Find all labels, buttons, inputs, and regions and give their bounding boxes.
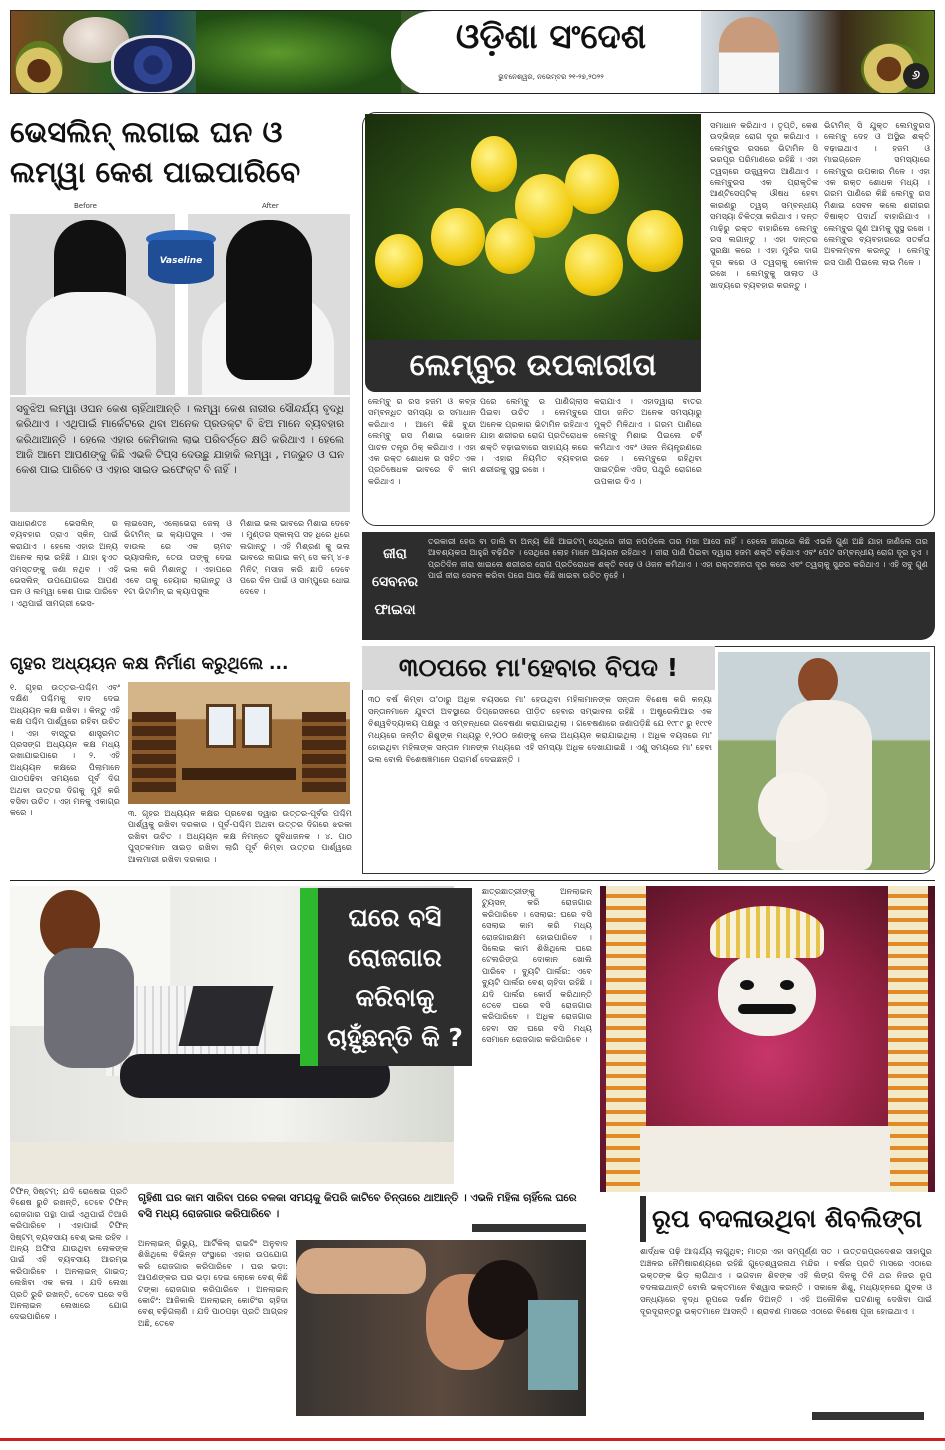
masthead-dateline: ଭୁବନେଶ୍ୱର, ନଭେମ୍ବର ୨୧-୨୭,୨୦୨୨ [498, 73, 604, 81]
vaseline-headline: ଭେସଲିନ୍ ଲଗାଇ ଘନ ଓ ଲମ୍ୱା କେଶ ପାଇପାରିବେ [10, 115, 301, 189]
masthead-photo-left [11, 11, 401, 94]
library-headline: ଗୃହର ଅଧ୍ୟୟନ କକ୍ଷ ନିର୍ମାଣ କରୁଥିଲେ ... [10, 654, 289, 674]
section-divider [10, 880, 935, 881]
vaseline-lead-box [10, 397, 350, 512]
library-col-2: ୩. ଗୃହର ଅଧ୍ୟୟନ କକ୍ଷର ପ୍ରବେଶ ଦ୍ୱାର ଉତ୍ତର-ପୂର୍ବର ପଶ୍ଚିମ ପାର୍ଶ୍ୱକୁ ରଖିବା ଦରକାର । ପୂର୍ବ-ପଶ୍ଚିମ ଅଥବା ଉତ୍ତର ଦିଗରେ ଝରକା ରଖିବା ଉଚିତ । ଅଧ୍ୟୟନ କକ୍ଷ ନିମନ୍ତେ ସୁବିଧାଜନକ । ୪. ପାଠ ପୁସ୍ତକମାନ ସାଇଡ଼ ରଖିବା ଲାଗି ପୂର୍ବ କିମ୍ବା ଉତ୍ତର ପାର୍ଶ୍ୱରେ ଆଲମାରୀ ରଖିବା ଦରକାର । [128, 808, 352, 864]
masthead [10, 10, 935, 94]
shivling-headline-box [640, 1196, 935, 1242]
lemon-fruit-icon-5 [485, 218, 535, 274]
before-shirt-icon [26, 292, 156, 395]
beautician-arm-icon [296, 1248, 426, 1294]
vaseline-col-1: ସାଧାରଣତଃ ଭେସଲିନ୍ ର ବ୍ୟବହାର ଡ୍ରାଏ ସ୍କିନ୍ ପାଇଁ କରାଯାଏ । ହେଲେ ଏହାର ଅନ୍ୟ ଅନେକ ଲାଭ ରହିଛି । ଯାହା ହୁଏତ ସମସ୍ତଙ୍କୁ ଜଣା ନଥିବ । ଏହି ଭେସଲିନ୍ ଉପଯୋଗରେ ଆପଣ ଘନ ଓ ଲମ୍ୱା କେଶ ପାଇ ପାରିବେ । ଏଥିପାଇଁ ସାମଗ୍ରୀ ଭେସ- [10, 518, 118, 608]
lemon-headline: ଲେମ୍ବୁର ଉପକାରୀତା [409, 348, 657, 383]
deity-eye-right [780, 980, 794, 990]
lemon-headline-bar [365, 340, 701, 392]
lemon-fruit-icon-4 [431, 208, 485, 266]
window-icon [206, 704, 236, 748]
after-hair-icon [226, 220, 312, 380]
masthead-title-panel [391, 11, 701, 94]
lemon-fruit-icon [471, 136, 517, 192]
work-subhead-rule [472, 1224, 586, 1232]
lemon-fruit-icon-6 [565, 234, 623, 296]
bookshelf-left-icon [132, 712, 176, 792]
deity-crown-icon [710, 906, 824, 958]
lemon-fruit-icon-7 [627, 210, 683, 272]
jeera-box [362, 532, 935, 640]
avocado-icon [15, 41, 63, 94]
work-col-right: ଛାତ୍ରଛାତ୍ରୀଙ୍କୁ ଅନଲାଇନ୍ ଟ୍ୟୁସନ୍ କରି ରୋଜଗାର କରିପାରିବେ । ସେଲାଇ: ଘରେ ବସି ସେଲାଇ କାମ କରି ମଧ୍ୟ ରୋଜଗାରକ୍ଷମ ହୋଇପାରିବେ । ସିଲେଇ କାମ ଶିଖିଥିଲେ ଘରେ ଟେଲରିଙ୍ଗ ଦୋକାନ ଖୋଲି ପାରିବେ । ବ୍ୟୁଟି ପାର୍ଲର: ଏବେ ବ୍ୟୁଟି ପାର୍ଲର ବେଶ୍ ଚାହିଦା ରହିଛି । ଯଦି ପାର୍ଲର କୋର୍ସ କରିଥାନ୍ତି ତେବେ ଘରେ ବସି ରୋଜଗାର କରିପାରିବେ । ଅଧିକ ରୋଜଗାର ହେବା ସହ ଘରେ ବସି ମଧ୍ୟ ସେମାନେ ରୋଜଗାର କରିପାରିବେ । [482, 886, 592, 1045]
masthead-title: ଓଡ଼ିଶା ସଂଦେଶ [455, 17, 647, 57]
work-col-mid: ଅନଲାଇନ୍ ରିଭ୍ୟୁ, ଆର୍ଟିକିଲ୍ ରାଇଟିଂ ଅନୁବାଦ ଶିଖିଥିଲେ ବିଭିନ୍ନ ସଂସ୍ଥାରେ ଏହାର ଉପଯୋଗ କରି ରୋଜଗାର କରିପାରିବେ । ଘର ଭଡ଼ା: ଆପଣଙ୍କର ଘର ଭଡ଼ା ଦେଇ ଲୋକେ ବେଶ୍ କିଛି ଟଙ୍କା ରୋଜଗାର କରିପାରିବେ । ଅନଲାଇନ୍ କୋଚିଂ: ଆଜିକାଲି ଅନଲାଇନ୍ କୋଚିଂର ଚାହିଦା ବେଶ୍ ବଢ଼ିଗଲାଣି । ଯଦି ପାଠପଢ଼ା ପ୍ରତି ଆଗ୍ରହ ଅଛି, ତେବେ [138, 1238, 288, 1328]
window-icon-2 [242, 704, 272, 748]
jar-label: Vaseline [159, 256, 203, 266]
work-headline-green-bar [300, 888, 320, 1066]
deity-face-icon [718, 952, 816, 1036]
lemon-fruit-icon-8 [375, 234, 423, 288]
lemon-col-3: କରାଯାଏ । ଏହାଦ୍ୱାରା ବାତର ପୀଡା ଜନିତ ଅନେକ ସମସ୍ୟାରୁ ମୁକ୍ତି ମିଳିଥାଏ । ଗରମ ପାଣିରେ ଲେମ୍ବୁ ମିଶାଇ ପିଇଲେ ଚର୍ବି କମିଥାଏ ଏବଂ ଓଜନ ନିୟନ୍ତ୍ରଣରେ ରହେ । ଲେମ୍ବୁରେ ରହିଥିବା ସାଇଟ୍ରିକ ଏସିଡ୍ ପଥୁରି ରୋଗରେ ଉପକାର ଦିଏ । [594, 396, 702, 486]
work-headline-box [318, 888, 472, 1066]
pregnancy-headline: ୩୦ପରେ ମା'ହେବାର ବିପଦ ! [398, 653, 679, 682]
vaseline-lead: ସବୁଝିଅ ଲମ୍ୱା ଓଘନ କେଶ ଚାହିଁଥାଆନ୍ତି । ଲମ୍ୱା କେଶ ନାରୀର ସୌନ୍ଦର୍ଯ୍ୟ ବୃଦ୍ଧି କରିଥାଏ । ଏଥିପାଇଁ ମାର୍କେଟରେ ଥିବା ଅନେକ ପ୍ରଡକ୍ଟ ବି ଝିଅ ମାନେ ବ୍ୟବହାର କରିଥାଆନ୍ତି । ହେଲେ ଏହାର କେମିକାଲ ଲାଭ ପରିବର୍ତ୍ତେ କ୍ଷତି କରିଥାଏ । ହେଲେ ଆଜି ଆମେ ଆପଣଙ୍କୁ କିଛି ଏଭଳି ଟିପ୍ସ ଦେଉଛୁ ଯାହାକି ଲମ୍ୱା , ମଜଭୁତ ଓ ଘନ କେଶ ପାଇ ପାରିବେ ଓ ଏହାର ସାଇଡ ଇଫେକ୍ଟ ବି ନାହିଁ । [16, 403, 344, 477]
blueberries-icon [111, 35, 195, 94]
woman-head-icon [798, 658, 838, 704]
work-col-left: ଟିଫିନ୍ ସିଷ୍ଟମ୍: ଯଦି ରୋଷେଇ ପ୍ରତି ବିଶେଷ ରୁଚି ରଖନ୍ତି, ତେବେ ଟିଫିନ୍ ରୋଜଗାର ପନ୍ଥା ପାଇଁ ଏଥିପାଇଁ ତିଆରି କରିପାରିବେ । ଏହାପାଇଁ ଟିଫିନ୍ ସିଷ୍ଟମ୍ ବ୍ୟବସାୟ ବେଶ୍ ଭଲ ରହିବ । ଅନ୍ୟ ଅଫିସ ଯାଉଥିବା ଲୋକଙ୍କ ପାଇଁ ଏହି ବ୍ୟବସାୟ ଆରମ୍ଭ କରିପାରିବେ । ଅନଲାଇନ୍ ଗାଇଡ୍: ଲେଖିବା ଏକ କଳା । ଯଦି ଲେଖା ପ୍ରତି ରୁଚି ରଖନ୍ତି, ତେବେ ଘରେ ବସି ଅନଲାଇନ ଲେଖାରେ ଯୋଗ ଦେଇପାରିବେ । [10, 1186, 128, 1322]
reading-table-icon [182, 768, 296, 780]
vaseline-col-3: ମିଶାଇ ଭଲ ଭାବରେ ମିଶାଇ ଦେବେ । ମୁଣ୍ଡର ସ୍କାଲ୍ପ ସହ ଧିରେ ଧିରେ ଲଗାନ୍ତୁ । ଏହି ମିଶ୍ରଣ କୁ ଭଲ ଭାବରେ ଲଗାଇ କମ୍ ସେ କମ୍ ୪-୫ ମିନିଟ୍ ମସାଜ କରି ଛାଡି ଦେବେ ପରେ ଦିନ ପାଇଁ ଓ ସାମ୍ପୁରେ ଧୋଇ ଦେବେ । [240, 518, 350, 597]
bookshelf-right-icon [302, 712, 346, 792]
shivling-headline: ରୂପ ବଦଳାଉଥିବା ଶିବଲିଙ୍ଗ [652, 1204, 923, 1233]
shivling-bottom-rule [812, 1412, 924, 1420]
beautician-photo [296, 1240, 586, 1416]
after-label: After [262, 202, 279, 210]
shivling-body: ଶାର୍ଦ୍ଧକ ପଢ଼ି ଆଶ୍ଚର୍ଯ୍ୟ ଲାଗୁଥିବ; ମାତ୍ର ଏହା ସମ୍ପୂର୍ଣ୍ଣ ସତ । ଉତ୍ତରପ୍ରଦେଶର ସାହାପୁର ଅଞ୍ଚଳର ନୈମିଷାରଣ୍ୟରେ ରହିଛି ଗୁଡ଼େଶ୍ୱରନାଥ ମନ୍ଦିର । ବର୍ଷର ପ୍ରତି ମାସରେ ଏଠାରେ ଭକ୍ତଙ୍କ ଭିଡ଼ ଲାଗିଥାଏ । ଭଗବାନ ଶିବଙ୍କ ଏହି ଲିଙ୍ଗ ଦିନକୁ ତିନି ଥର ନିଜର ରୂପ ବଦଳାଇଥାନ୍ତି ବୋଲି ଭକ୍ତମାନେ ବିଶ୍ୱାସ କରନ୍ତି । ସକାଳେ ଶିଶୁ, ମଧ୍ୟାହ୍ନରେ ଯୁବକ ଓ ସନ୍ଧ୍ୟାରେ ବୃଦ୍ଧ ରୂପରେ ଦର୍ଶନ ଦିଅନ୍ତି । ଏହି ଅଲୌକିକ ଘଟଣାକୁ ଦେଖିବା ପାଇଁ ଦୂରଦୂରାନ୍ତରୁ ଭକ୍ତମାନେ ଆସନ୍ତି । ଶ୍ରାବଣ ମାସରେ ଏଠାରେ ବିଶେଷ ପୂଜା ହୋଇଥାଏ । [640, 1246, 932, 1316]
shivling-photo [600, 886, 935, 1192]
lemon-col-5: ଭିଟାମିନ୍ ସି ଯୁକ୍ତ ଲେମ୍ବୁରସ ଲେମ୍ବୁ ଦେହ ଓ ଅସ୍ଥିର ଶକ୍ତି ବଢ଼ାଇଥାଏ । ହଜମ ଓ ମାଇଗ୍ରେନ ସମସ୍ୟାରେ ଲେମ୍ବୁର ଉପକାର ମିଳେ । ଏହା ଏକ ରକ୍ତ ଶୋଧକ ମଧ୍ୟ । ଗରମ ପାଣିରେ କିଛି ଲେମ୍ବୁ ରସ ମିଶାଇ ସେବନ କଲେ ଶରୀରର ବିଷାକ୍ତ ପଦାର୍ଥ ବାହାରିଯାଏ । ଲେମ୍ବୁର ଗୁଣ ଆମକୁ ସୁସ୍ଥ ରଖେ । ଲେମ୍ବୁର ବ୍ୟବହାରରେ ସତର୍କତା ଅବଲମ୍ବନ କରନ୍ତୁ । ଲେମ୍ବୁ ରସ ପାଣି ପିଇଲେ ଲାଭ ମିଳେ । [824, 120, 930, 267]
rug [10, 1142, 454, 1184]
footer-rule [0, 1438, 945, 1441]
lemon-fruit-icon-3 [565, 154, 619, 214]
page-number: ୬ [911, 68, 921, 83]
vaseline-col-2: ଲାଇସେନ୍, ଏଲୋଭେରା ଜେଲ୍ ଓ ଭିଟାମିନ୍ ଇ କ୍ୟାପସୁଲ । ଏକ ବାଉଲ ରେ ଏକ ଚାମଚ ଭ୍ୟାସଲିନ୍, ତେଉ ତାଙ୍କୁ ଦେଇ ଭଲ କରି ମିଶାନ୍ତୁ । ଏହାପରେ ଏବେ ତାକୁ ହେୟାର ଲାଗାନ୍ତୁ ଓ ୧ଟା ଭିଟାମିନ୍ ଇ କ୍ୟାପସୁଲ [124, 518, 232, 597]
lemon-col-4: ସମାଧାନ କରିଥାଏ । ତୃପ୍ତି, କେଶ ଉଦ୍ଭିଜ୍ଜ ରୋଗ ଦୂର କରିଥାଏ । ଲେମ୍ବୁର ରସରେ ଭିଟାମିନ ସି ଭରପୂର ପରିମାଣରେ ରହିଛି । ଏହା ତ୍ୱଚାରେ ଉଜ୍ଜ୍ୱଳତା ଆଣିଥାଏ । ଲେମ୍ବୁରସ ଏକ ପ୍ରାକୃତିକ ଆଣ୍ଟିସେପ୍ଟିକ୍ ଔଷଧ ହେବା କାରଣରୁ ତ୍ୱଚା ସମ୍ବନ୍ଧୀୟ ସମସ୍ୟା ଚିକିତ୍ସା କରିଥାଏ । ଦନ୍ତ ମାଢ଼ିରୁ ରକ୍ତ ବାହାରିଲେ ଲେମ୍ବୁ ରସ ଲଗାନ୍ତୁ । ଏହା ଦାନ୍ତର ସୁରକ୍ଷା କରେ । ଏହା ମୁହଁର ଦାଗ ଦୂର କରେ ଓ ତ୍ୱଚାକୁ କୋମଳ ରଖେ । ଲେମ୍ବୁକୁ ସାଲାଡ ଓ ଖାଦ୍ୟରେ ବ୍ୟବହାର କରନ୍ତୁ । [710, 120, 818, 290]
before-after-photo [10, 200, 350, 395]
greens-photo [196, 11, 401, 94]
pregnant-woman-photo [718, 652, 930, 870]
before-label: Before [74, 202, 97, 210]
jeera-body: ତରକାରୀ ହେଉ ବା ଡାଲି ବା ଅନ୍ୟ କିଛି ଆଇଟମ୍ ସେଥିରେ ଜୀରା ନପଡ଼ିଲେ ତାର ମଜା ଆସେ ନାହିଁ । ହେଲେ ଜୀରାରେ କିଛି ଏଭଳି ଗୁଣ ଅଛି ଯାହା ଜାଣିଲେ ତାର ଆବଶ୍ୟକତା ଆହୁରି ବଢ଼ିଯିବ । ସେଥିରେ ଲୋହ ମାନେ ଆୟରନ ରହିଥାଏ । ଜୀରା ପାଣି ପିଇବା ଦ୍ୱାରା ହଜମ ଶକ୍ତି ବଢ଼ିଥାଏ ଏବଂ ପେଟ ସମ୍ବନ୍ଧୀୟ ରୋଗ ଦୂର ହୁଏ । ପ୍ରତିଦିନ ଜୀରା ଖାଇଲେ ଶରୀରର ରୋଗ ପ୍ରତିରୋଧକ ଶକ୍ତି ବଢ଼େ ଓ ଓଜନ କମିଥାଏ । ଏହା ରକ୍ତହୀନତା ଦୂର କରେ ଏବଂ ତ୍ୱଚାକୁ ସୁନ୍ଦର କରିଥାଏ । ଏହି ସବୁ ଗୁଣ ପାଇଁ ଜୀରା ସେବନ କରିବା ପରେ ଆଉ କିଛି ଖାଇବା ଉଚିତ ନୁହେଁ । [428, 536, 928, 580]
deity-mustache [738, 1004, 796, 1014]
pregnancy-headline-box [362, 646, 715, 690]
mirror-icon [528, 1300, 578, 1390]
lemon-col-1: ଲେମ୍ବୁ ର ରସ ହଜମ ଓ କବ୍ଜ ସମ୍ବନ୍ଧିତ ସମସ୍ୟା ର ସମାଧାନ କରିଥାଏ । ଆମେ କିଛି ବୁନ୍ଦା ଲେମ୍ବୁ ରସ ମିଶାଇ ଭୋଜନ ପାଚନ ତନ୍ତ୍ର ଠିକ୍ କରିଥାଏ । ଏହା ଏକ ରକ୍ତ ଶୋଧକ ର ସହିତ ଏକ ପ୍ରତିଷେଧକ ଭାବରେ ବି କାମ କରିଥାଏ । [368, 396, 476, 486]
pregnancy-body: ୩୦ ବର୍ଷ କିମ୍ବା ତା'ଠାରୁ ଅଧିକ ବୟସରେ ମା' ହେଉଥିବା ମହିଳାମାନଙ୍କ ସନ୍ତାନ ବିଶେଷ କରି କନ୍ୟା ସନ୍ତାନମାନେ ଯୁବତୀ ଅବସ୍ଥାରେ ଡିପ୍ରେସନରେ ପୀଡ଼ିତ ହେବାର ସମ୍ଭାବନା ରହିଛି । ଅଷ୍ଟ୍ରେଲିଆର ଏକ ବିଶ୍ୱବିଦ୍ୟାଳୟ ପକ୍ଷରୁ ଏ ସମ୍ବନ୍ଧରେ ଗବେଷଣା କରାଯାଇଥିଲା । ଗବେଷଣାରେ ଜଣାପଡ଼ିଛି ଯେ ୧୯୮୯ ରୁ ୧୯୯୧ ମଧ୍ୟରେ ଜନ୍ମିତ ଶିଶୁଙ୍କ ମଧ୍ୟରୁ ୧,୨୦୦ ଜଣଙ୍କୁ ନେଇ ଅଧ୍ୟୟନ କରାଯାଇଥିଲା । ଅଧିକ ବୟସରେ ମା' ହୋଇଥିବା ମହିଳାଙ୍କ ସନ୍ତାନ ମାନଙ୍କ ମଧ୍ୟରେ ଏହି ସମସ୍ୟା ଅଧିକ ଦେଖାଯାଇଛି । ଏଣୁ ସମୟରେ ମା' ହେବା ଭଲ ବୋଲି ବିଶେଷଜ୍ଞମାନେ ପରାମର୍ଶ ଦେଇଛନ୍ତି । [368, 694, 712, 764]
jeera-label: ଜୀରା ସେବନର ଫାଇଦା [372, 546, 418, 618]
doctor-photo [719, 17, 779, 94]
woman-torso-icon [44, 948, 134, 1068]
vaseline-jar-icon [146, 230, 216, 284]
page-number-badge [903, 63, 929, 89]
library-col-1: ୧. ଗୃହର ଉତ୍ତର-ପଶ୍ଚିମ ଏବଂ ଦକ୍ଷିଣ ପଶ୍ଚିମକୁ ବାଦ ଦେଇ ଅଧ୍ୟୟନ କକ୍ଷ ରଖିବା । କିନ୍ତୁ ଏହି କକ୍ଷ ପଶ୍ଚିମ ପାର୍ଶ୍ୱରେ ରହିବା ଉଚିତ । ଏହା ବାସ୍ତୁର ଶାସ୍ତ୍ରମତ ପ୍ରସଙ୍ଗ ଅଧ୍ୟୟନ କକ୍ଷ ମଧ୍ୟ ରଖାଯାଇପାରେ । ୨. ଏହି ଅଧ୍ୟୟନ କକ୍ଷରେ ପିଲାମାନେ ପାଠପଢିବା ସମୟରେ ପୂର୍ବ ଦିଗ ଅଥବା ଉତ୍ତର ଦିଗକୁ ମୁହଁ କରି ବସିବା ଉଚିତ । ଏହା ମନକୁ ଏକାଗ୍ର କରେ । [10, 682, 120, 818]
masthead-photo-right [701, 11, 935, 94]
deity-eye-left [740, 980, 754, 990]
garland-right-icon [888, 886, 928, 1192]
work-subhead: ଗୃହିଣୀ ଘର କାମ ସାରିବା ପରେ ବଳକା ସମୟକୁ କିପରି କାଟିବେ ଚିନ୍ତାରେ ଥାଆନ୍ତି । ଏଭଳି ମହିଳା ଚାହିଁଲେ ଘରେ ବସି ମଧ୍ୟ ରୋଜଗାର କରିପାରିବେ । [138, 1192, 577, 1220]
work-headline: ଘରେ ବସି ରୋଜଗାର କରିବାକୁ ଚାହୁଁଛନ୍ତି କି ? [327, 903, 463, 1052]
lemon-photo [365, 114, 701, 340]
offerings-icon [640, 1126, 890, 1192]
lemon-col-2: ପରେ ଲେମ୍ବୁ ର ପାଣିଗ୍ଲାସ ପିଇବା ଉଚିତ । ଲେମ୍ବୁରେ ଅନେକ ପ୍ରକାର ଭିଟାମିନ ରହିଥାଏ ଯାହା ଶରୀରର ରୋଗ ପ୍ରତିରୋଧକ ଶକ୍ତି ବଢ଼ାଇବାରେ ସାହାଯ୍ୟ କରେ । ଏହାର ନିୟମିତ ବ୍ୟବହାର ଶରୀରକୁ ସୁସ୍ଥ ରଖେ । [480, 396, 588, 475]
belly-icon [758, 772, 828, 842]
library-photo [128, 682, 350, 804]
laptop-icon [179, 986, 274, 1046]
